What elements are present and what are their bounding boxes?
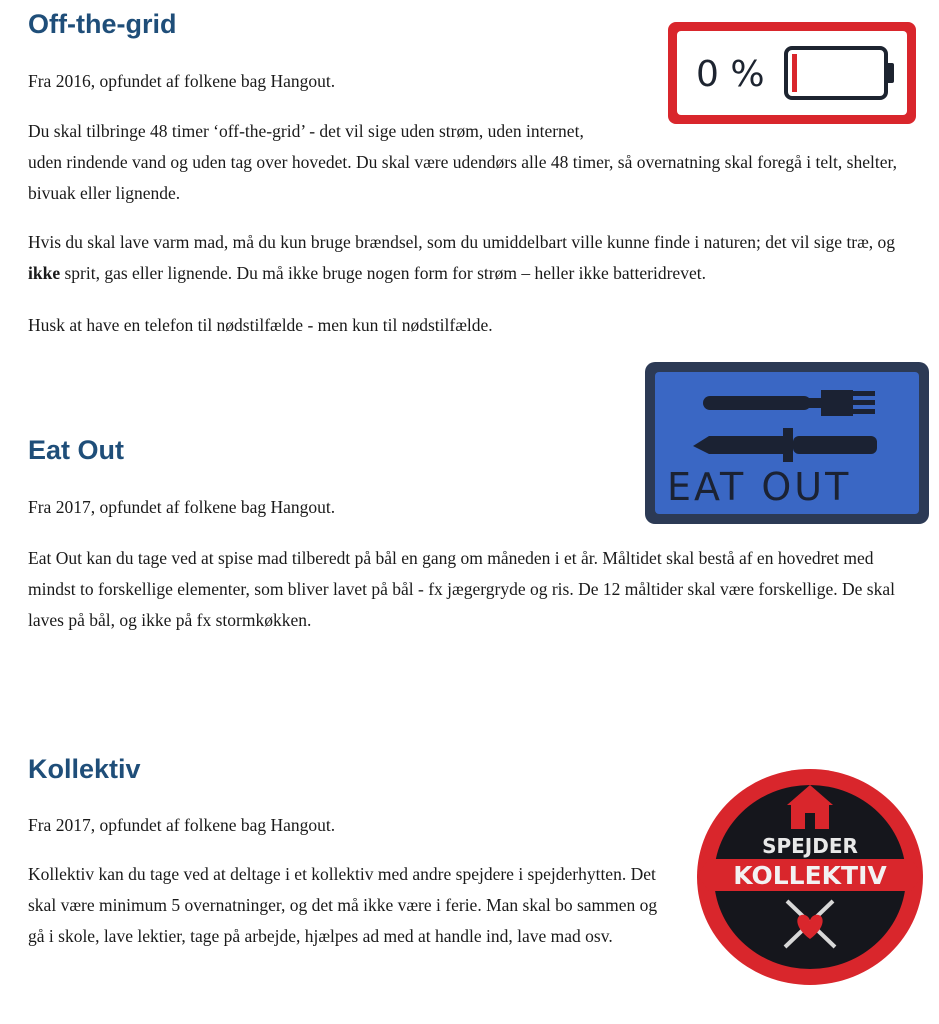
spejder-text: SPEJDER: [762, 834, 858, 858]
paragraph: Husk at have en telefon til nødstilfælde - men kun til nødstilfælde.: [28, 315, 493, 335]
eat-out-badge-text: EAT OUT: [667, 465, 852, 509]
paragraph: [28, 116, 918, 209]
origin-text: Fra 2017, opfundet af folkene bag Hangout.: [28, 497, 336, 517]
origin-text: Fra 2017, opfundet af folkene bag Hangout.: [28, 815, 336, 835]
text-run: Hvis du skal lave varm mad, må du kun bruge brændsel, som du umiddelbart ville kunne finde i naturen; det vil sige træ, og: [28, 232, 896, 252]
paragraph-rest: uden rindende vand og uden tag over hovedet. Du skal være udendørs alle 48 timer, så overnatning skal foregå i telt, shelter, bivuak eller lignende.: [28, 152, 897, 203]
section-title-eat-out: Eat Out: [28, 435, 125, 465]
section-title-off-the-grid: Off-the-grid: [28, 9, 177, 39]
origin-text: Fra 2016, opfundet af folkene bag Hangout.: [28, 71, 336, 91]
paragraph: [28, 227, 918, 289]
paragraph-line: Du skal tilbringe 48 timer ‘off-the-grid’ - det vil sige uden strøm, uden internet,: [28, 121, 584, 141]
section-title-kollektiv: Kollektiv: [28, 754, 141, 784]
eat-out-patch-image: [643, 360, 931, 526]
battery-percent-text: 0 %: [696, 54, 765, 95]
text-run: sprit, gas eller lignende. Du må ikke bruge nogen form for strøm – heller ikke batteridrevet.: [60, 263, 706, 283]
kollektiv-banner-text: KOLLEKTIV: [733, 861, 887, 890]
paragraph: Kollektiv kan du tage ved at deltage i et kollektiv med andre spejdere i spejderhytten. Det skal være minimum 5 overnatninger, og det må ikke være i ferie. Man skal bo sammen og gå i skole, lave lektier, tage på arbejde, hjælpes ad med at handle ind, lave mad osv.: [28, 864, 658, 946]
bold-text: ikke: [28, 263, 61, 283]
battery-patch-image: [666, 20, 918, 126]
paragraph: Eat Out kan du tage ved at spise mad tilberedt på bål en gang om måneden i et år. Måltidet skal bestå af en hovedret med mindst to forskellige elementer, som bliver lavet på bål - fx jægergryde og ris. De 12 måltider skal være forskellige. De skal laves på bål, og ikke på fx stormkøkken.: [28, 548, 895, 630]
kollektiv-patch-image: [695, 767, 925, 987]
